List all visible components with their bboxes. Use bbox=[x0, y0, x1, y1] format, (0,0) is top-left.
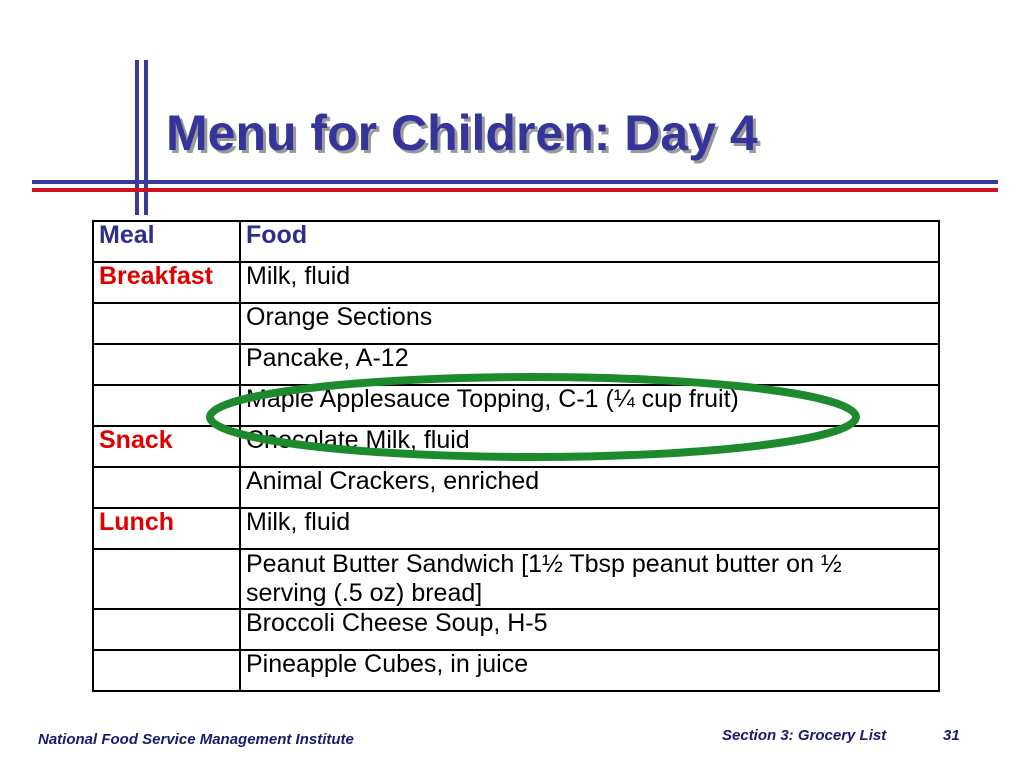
footer-organization: National Food Service Management Institute bbox=[38, 731, 354, 748]
decorative-horizontal-rule-red bbox=[32, 188, 998, 192]
meal-cell bbox=[93, 303, 240, 344]
table-row bbox=[93, 609, 939, 650]
column-header-meal: Meal bbox=[93, 221, 240, 262]
meal-cell bbox=[93, 609, 240, 650]
table-row bbox=[93, 508, 939, 549]
highlight-ellipse bbox=[203, 370, 863, 470]
food-cell: Maple Applesauce Topping, C-1 (¼ cup fruit) bbox=[240, 385, 939, 426]
food-cell: Pancake, A-12 bbox=[240, 344, 939, 385]
meal-cell: Lunch bbox=[93, 508, 240, 549]
food-line: serving (.5 oz) bread] bbox=[246, 579, 483, 607]
meal-cell bbox=[93, 549, 240, 609]
decorative-horizontal-rule-blue bbox=[32, 180, 998, 184]
table-row bbox=[93, 467, 939, 508]
table-row bbox=[93, 549, 939, 609]
food-cell: Broccoli Cheese Soup, H-5 bbox=[240, 609, 939, 650]
footer-page-number: 31 bbox=[943, 727, 960, 744]
table-row bbox=[93, 303, 939, 344]
column-header-food: Food bbox=[240, 221, 939, 262]
food-cell: Chocolate Milk, fluid bbox=[240, 426, 939, 467]
food-cell bbox=[240, 549, 939, 609]
footer-section: Section 3: Grocery List bbox=[722, 727, 887, 744]
food-cell: Milk, fluid bbox=[240, 508, 939, 549]
food-line: Peanut Butter Sandwich [1½ Tbsp peanut butter on ½ bbox=[246, 550, 842, 578]
food-cell: Animal Crackers, enriched bbox=[240, 467, 939, 508]
table-header-row bbox=[93, 221, 939, 262]
table-row bbox=[93, 262, 939, 303]
food-cell: Pineapple Cubes, in juice bbox=[240, 650, 939, 691]
food-cell: Milk, fluid bbox=[240, 262, 939, 303]
food-cell: Orange Sections bbox=[240, 303, 939, 344]
table-row bbox=[93, 650, 939, 691]
meal-cell bbox=[93, 650, 240, 691]
meal-cell: Breakfast bbox=[93, 262, 240, 303]
slide-title: Menu for Children: Day 4 bbox=[166, 105, 758, 161]
meal-cell bbox=[93, 467, 240, 508]
meal-cell: Snack bbox=[93, 426, 240, 467]
